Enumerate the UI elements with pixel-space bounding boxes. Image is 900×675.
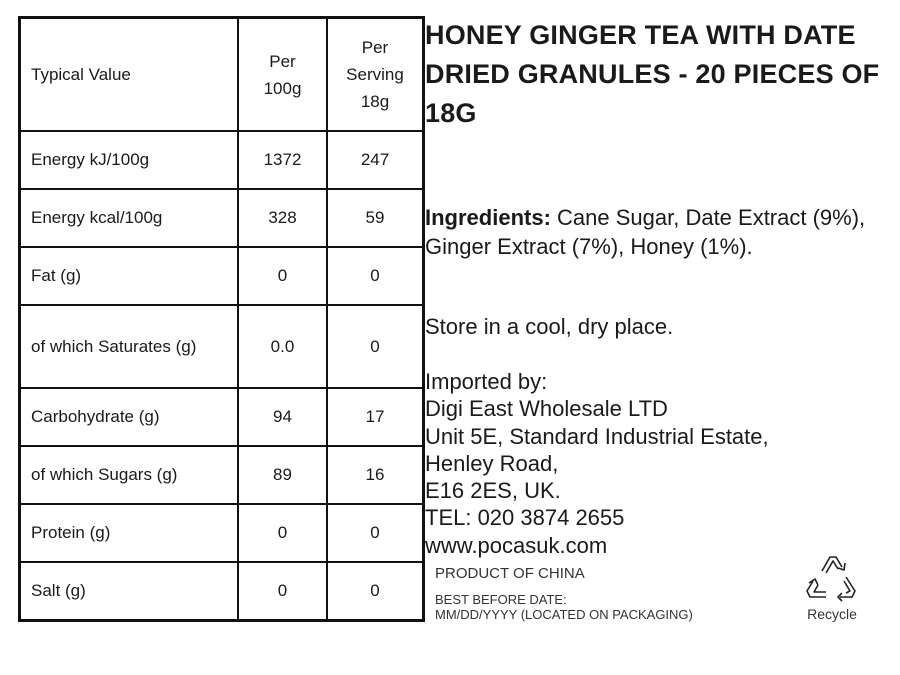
row-label: Energy kcal/100g: [20, 189, 239, 247]
header-per-serving-line: 18g: [360, 92, 390, 111]
importer-line: Unit 5E, Standard Industrial Estate,: [425, 423, 769, 449]
importer-line: Imported by:: [425, 369, 548, 394]
header-per-serving: [327, 18, 424, 132]
row-per-100g: 94: [238, 388, 327, 446]
table-row: [20, 305, 424, 388]
recycle-label: Recycle: [807, 606, 857, 622]
row-label: Fat (g): [20, 247, 239, 305]
table-row: [20, 562, 424, 621]
row-per-serving: 17: [327, 388, 424, 446]
row-per-100g: 328: [238, 189, 327, 247]
row-label: Carbohydrate (g): [20, 388, 239, 446]
best-before: [435, 592, 693, 622]
importer-line: TEL: 020 3874 2655: [425, 505, 625, 531]
row-per-serving: 0: [327, 562, 424, 621]
best-before-value: MM/DD/YYYY (LOCATED ON PACKAGING): [435, 607, 693, 622]
row-per-serving: 247: [327, 131, 424, 189]
row-per-100g: 89: [238, 446, 327, 504]
ingredients-list: Cane Sugar, Date Extract (9%), Ginger Extract (7%), Honey (1%).: [425, 205, 866, 259]
row-per-serving: 0: [327, 305, 424, 388]
storage-instructions: Store in a cool, dry place.: [425, 314, 674, 339]
ingredients-text: [425, 203, 890, 261]
importer-line: Henley Road,: [425, 450, 559, 476]
row-per-serving: 59: [327, 189, 424, 247]
row-per-100g: 0.0: [238, 305, 327, 388]
row-per-100g: 0: [238, 247, 327, 305]
table-row: [20, 388, 424, 446]
row-per-serving: 0: [327, 247, 424, 305]
row-label: of which Saturates (g): [20, 305, 239, 388]
header-per-serving-line: Per: [361, 38, 389, 57]
row-per-100g: 0: [238, 504, 327, 562]
table-row: [20, 247, 424, 305]
table-row: [20, 446, 424, 504]
row-label: of which Sugars (g): [20, 446, 239, 504]
table-row: [20, 189, 424, 247]
country-of-origin: PRODUCT OF CHINA: [435, 565, 585, 582]
header-per-100g: [238, 18, 327, 132]
best-before-label: BEST BEFORE DATE:: [435, 592, 567, 607]
importer-info: [425, 368, 769, 559]
recycle-icon: [800, 551, 864, 607]
row-label: Energy kJ/100g: [20, 131, 239, 189]
importer-line: Digi East Wholesale LTD: [425, 396, 668, 422]
product-title: HONEY GINGER TEA WITH DATE DRIED GRANULES - 20 PIECES OF 18G: [425, 20, 880, 128]
table-row: [20, 504, 424, 562]
row-per-serving: 16: [327, 446, 424, 504]
header-per-serving-line: Serving: [346, 65, 404, 84]
table-row: [20, 131, 424, 189]
header-per-100g-line: Per: [269, 51, 296, 71]
row-per-100g: 0: [238, 562, 327, 621]
ingredients-label: Ingredients:: [425, 205, 551, 230]
row-label: Protein (g): [20, 504, 239, 562]
row-per-serving: 0: [327, 504, 424, 562]
header-per-100g-line: 100g: [263, 78, 302, 98]
importer-website: www.pocasuk.com: [425, 532, 608, 558]
nutrition-header-row: [20, 18, 424, 132]
nutrition-table: [18, 16, 425, 622]
row-per-100g: 1372: [238, 131, 327, 189]
header-typical-value: Typical Value: [20, 18, 239, 132]
row-label: Salt (g): [20, 562, 239, 621]
importer-line: E16 2ES, UK.: [425, 478, 561, 504]
